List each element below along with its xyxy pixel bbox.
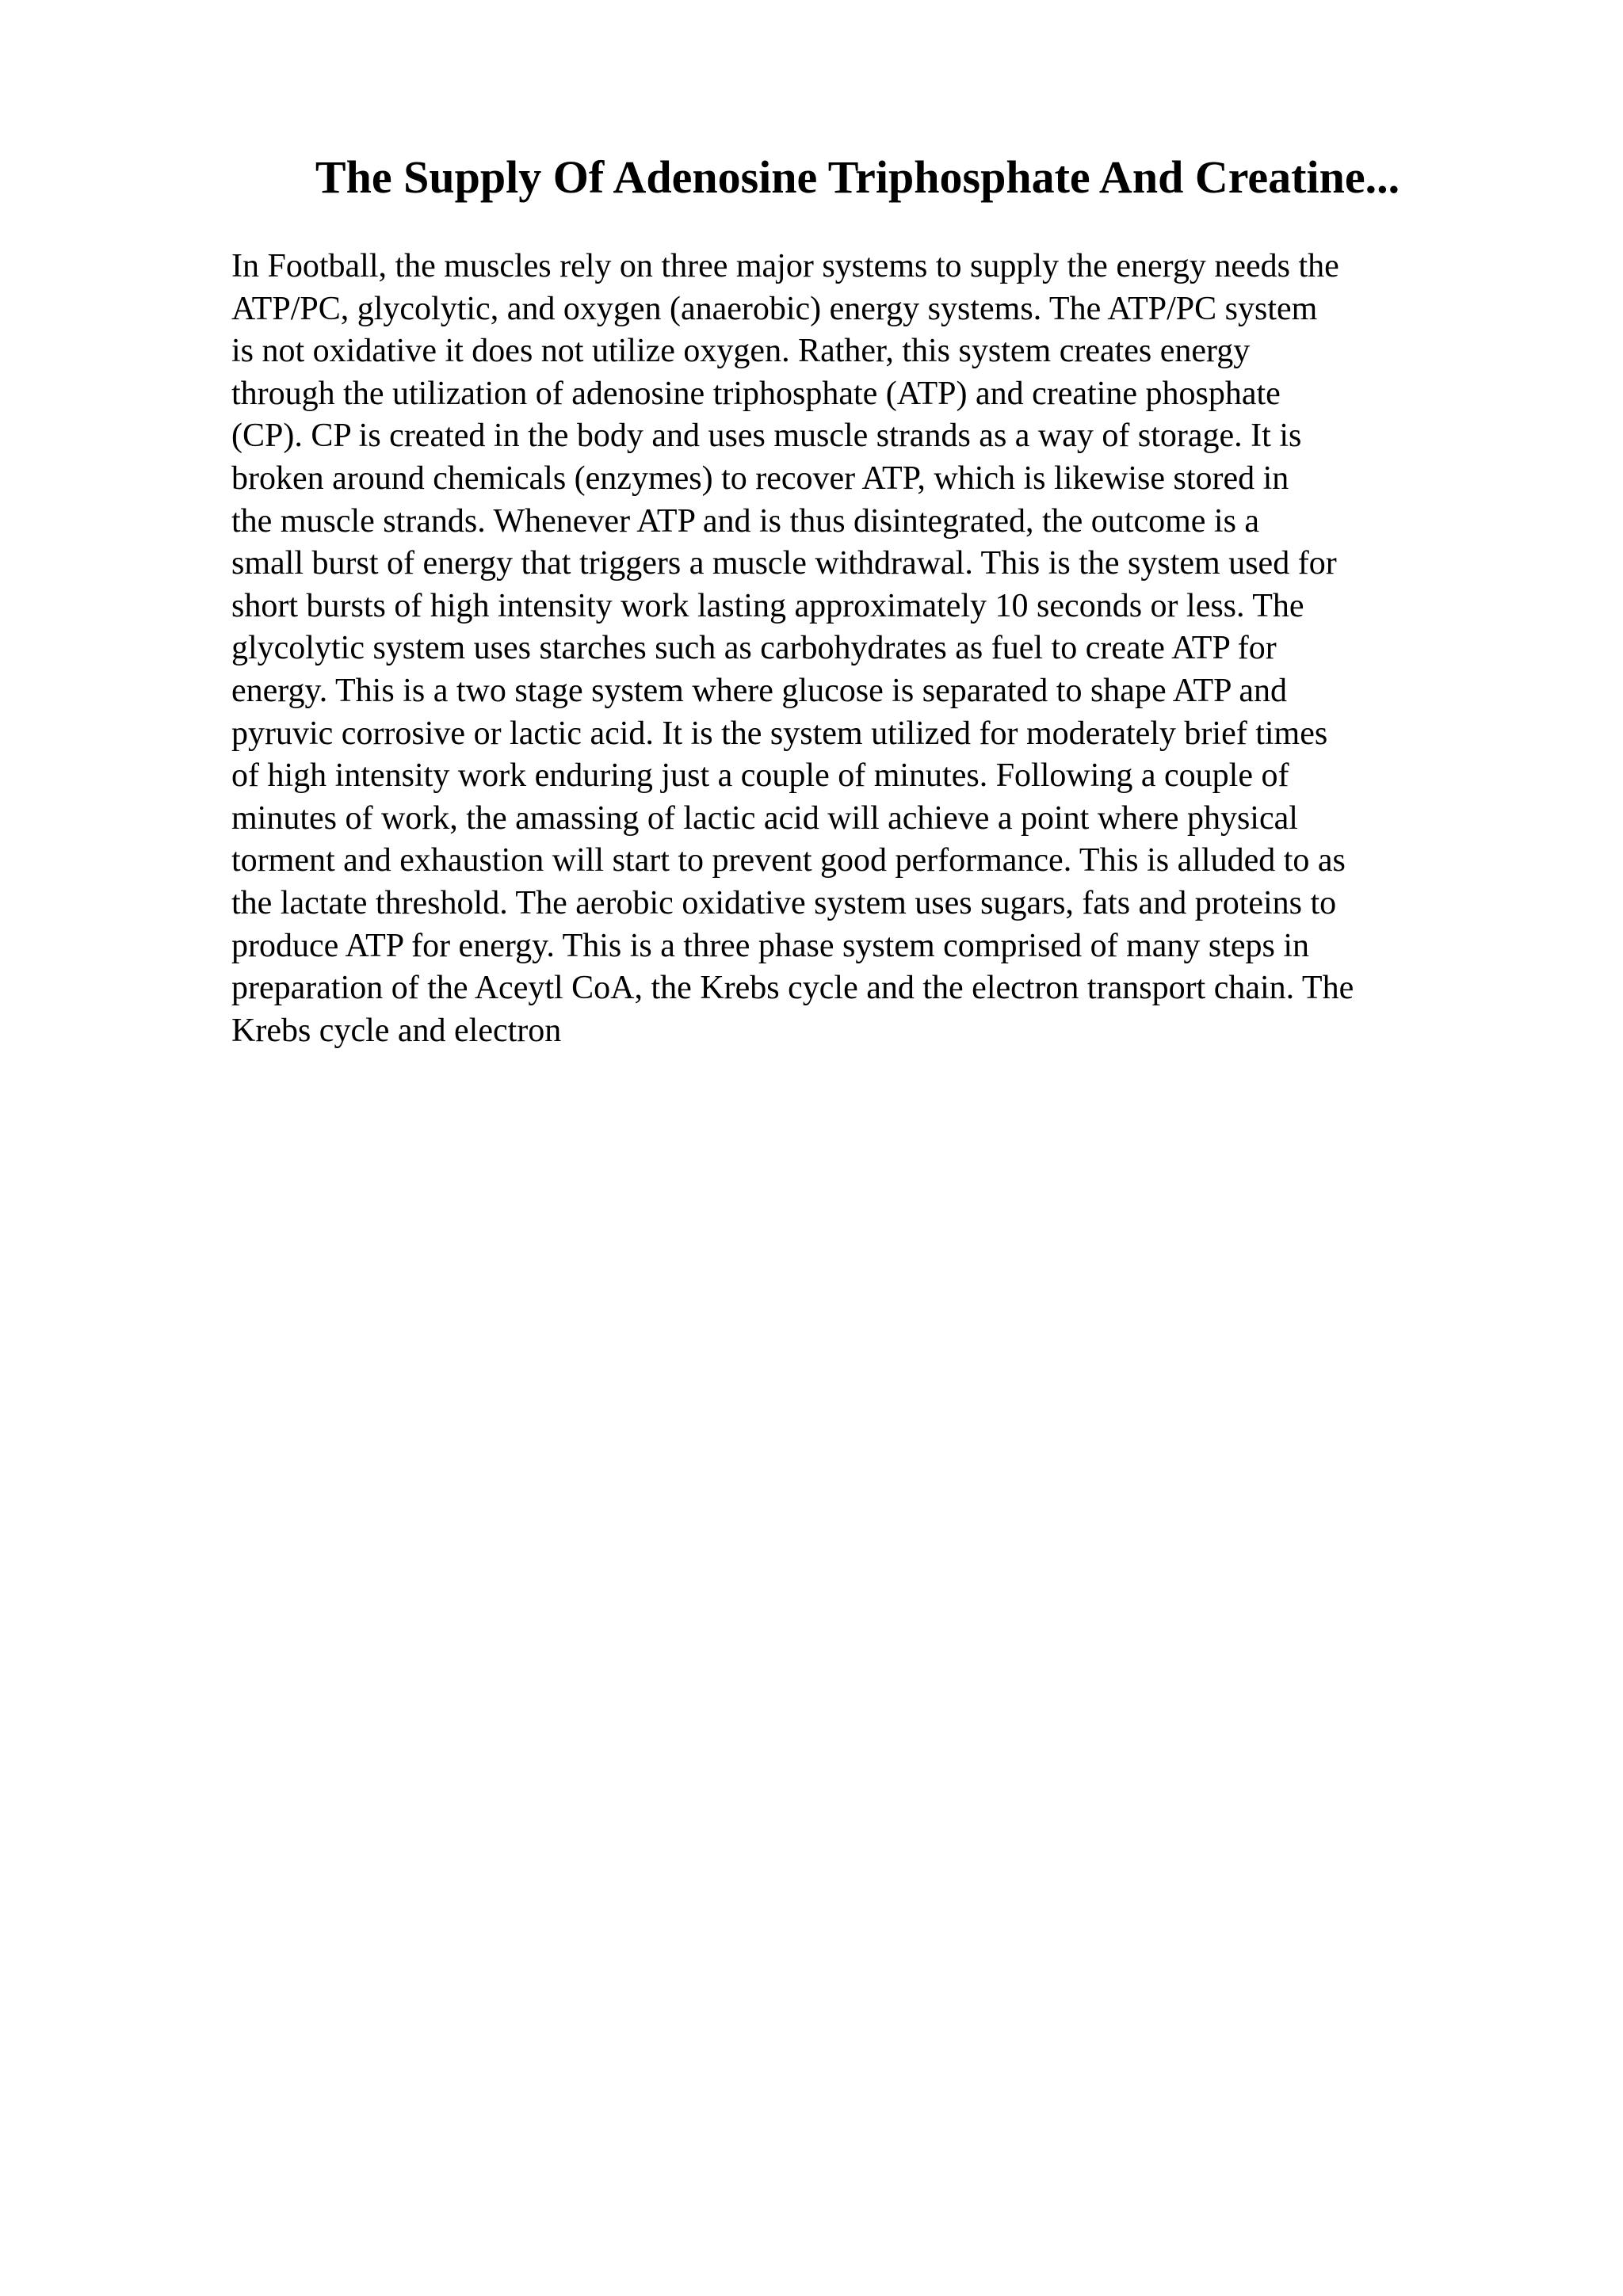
body-line: ATP/PC, glycolytic, and oxygen (anaerobic) energy systems. The ATP/PC system xyxy=(231,290,1318,327)
body-line: In Football, the muscles rely on three major systems to supply the energy needs the xyxy=(231,248,1339,284)
body-line: the lactate threshold. The aerobic oxidative system uses sugars, fats and proteins to xyxy=(231,884,1337,921)
body-line: the muscle strands. Whenever ATP and is thus disintegrated, the outcome is a xyxy=(231,502,1260,540)
body-line: energy. This is a two stage system where glucose is separated to shape ATP and xyxy=(231,672,1288,709)
body-line: torment and exhaustion will start to prevent good performance. This is alluded to as xyxy=(231,842,1346,879)
body-line: short bursts of high intensity work lasting approximately 10 seconds or less. The xyxy=(231,587,1304,624)
body-line: broken around chemicals (enzymes) to recover ATP, which is likewise stored in xyxy=(231,460,1289,497)
body-line: of high intensity work enduring just a couple of minutes. Following a couple of xyxy=(231,757,1289,795)
document-body xyxy=(231,246,1499,1052)
body-line: through the utilization of adenosine triphosphate (ATP) and creatine phosphate xyxy=(231,375,1281,412)
body-line: minutes of work, the amassing of lactic acid will achieve a point where physical xyxy=(231,799,1298,837)
body-line: small burst of energy that triggers a muscle withdrawal. This is the system used for xyxy=(231,545,1337,582)
body-line: produce ATP for energy. This is a three phase system comprised of many steps in xyxy=(231,927,1310,964)
body-line: preparation of the Aceytl CoA, the Krebs cycle and the electron transport chain. The xyxy=(231,970,1354,1007)
body-line: (CP). CP is created in the body and uses muscle strands as a way of storage. It is xyxy=(231,418,1302,455)
document-title: The Supply Of Adenosine Triphosphate And Creatine... xyxy=(315,151,1400,203)
body-line: pyruvic corrosive or lactic acid. It is the system utilized for moderately brief times xyxy=(231,715,1328,752)
body-line: glycolytic system uses starches such as carbohydrates as fuel to create ATP for xyxy=(231,630,1277,667)
body-line: Krebs cycle and electron xyxy=(231,1012,562,1049)
body-line: is not oxidative it does not utilize oxygen. Rather, this system creates energy xyxy=(231,333,1251,370)
